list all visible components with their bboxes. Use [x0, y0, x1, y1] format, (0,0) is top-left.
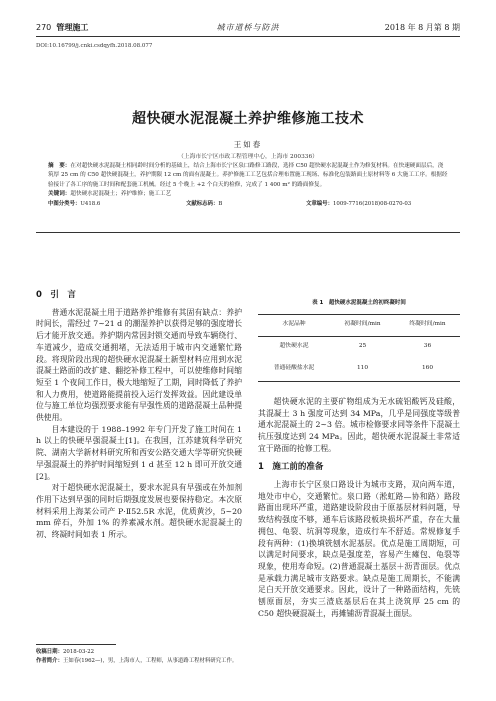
- footnote-divider: [36, 644, 116, 645]
- intro-paragraph-1: 普通水泥混凝土用于道路养护维修有其固有缺点：养护时间长，需经过 7~21 d 的潮湿养护以获得足够的强度增长后才能开放交通。养护期内常因封锁交通而导致车辆绕行、车道减少，造成交通拥堵，无法适用于城市内交通繁忙路段。将现阶段出现的超快硬水泥混凝土新型材料应用到水泥混凝土路面的改扩建、翻挖补修工程中，可以使维修时间缩短至 1 个夜间工作日，极大地缩短了工期，同时降低了养护和人力费用，使道路能提前投入运行发挥效益。因此建设单位与施工单位均强烈要求能有早强性质的道路混凝土品种提供使用。: [36, 307, 242, 423]
- abstract-label: 摘 要：: [48, 163, 71, 169]
- table-header-row: [258, 314, 460, 337]
- intro-paragraph-3: 对于超快硬水泥混凝土，要求水泥具有早强或在外加剂作用下达到早强的同时后期强度发展也要保持稳定。本次原材料采用上海某公司产 P·Ⅱ52.5R 水泥，优质黄沙，5~20 mm 碎石，外加 1% 的养素减水剂。超快硬水泥混凝土的初、终凝时间如表 1 所示。: [36, 483, 242, 540]
- table-cell: 普通硅酸盐水泥: [273, 365, 315, 372]
- author-bio: 作者简介：王如春(1962—)，男，上海市人，工程师，从事道路工程材料研究工作。: [36, 658, 238, 664]
- table-cell: 25: [358, 343, 367, 350]
- right-paragraph-1: 超快硬水泥的主要矿物组成为无水硫铝酸钙及硅酸，其混凝土 3 h 强度可达到 34 MPa，几乎是同强度等级普通水泥混凝土的 2~3 倍。城市检修要求同等条件下混凝土抗压强度达到 24 MPa。因此，超快硬水泥混凝土非常适宜于路面的抢修工程。: [258, 396, 460, 453]
- received-date: 收稿日期：2018-03-22: [36, 649, 95, 655]
- issue-label: 2018 年 8 月第 8 期: [384, 23, 460, 32]
- intro-paragraph-2: 目本建设的于 1988–1992 年专门开发了施工时间在 1 h 以上的快硬早强混凝土[1]。在我国，江苏建筑科学研究院、湖南大学新材料研究所和西安公路交通大学等研究快硬早强混凝土的养护时间缩短到 1 d 甚至 12 h 即可开放交通[2]。: [36, 424, 242, 481]
- document-code: 文献标志码：B: [186, 201, 223, 208]
- journal-name: 城市道桥与防洪: [216, 23, 280, 32]
- abstract: [48, 162, 448, 190]
- doi: DOI:10.16799/j.cnki.csdqyfh.2018.08.077: [36, 43, 153, 49]
- abstract-block: [48, 162, 448, 209]
- keywords: [48, 190, 448, 199]
- table-row: [258, 359, 460, 381]
- classification-line: [48, 200, 448, 209]
- table-caption: 表 1 超快硬水泥混凝土的初终凝时间: [312, 300, 406, 306]
- clc-number: 中图分类号：U418.6: [48, 201, 101, 208]
- table-row: [258, 337, 460, 359]
- author-affiliation: （上海市长宁区市政工程管理中心，上海市 200336）: [178, 154, 318, 160]
- author-name: 王如春: [233, 140, 263, 149]
- setting-time-table: [258, 314, 460, 382]
- table-cell: 160: [421, 365, 434, 372]
- construction-heading: 1 施工前的准备: [258, 462, 324, 473]
- column-label: 管理施工: [56, 23, 89, 32]
- footnote: [36, 648, 242, 666]
- keywords-text: 超快硬水泥混凝土；养护维修；施工工艺: [70, 190, 172, 197]
- table-header-cell: 终凝时间/min: [409, 320, 446, 327]
- page-number: 270: [36, 23, 52, 32]
- article-title: 超快硬水泥混凝土养护维修施工技术: [132, 111, 364, 127]
- table-cell: 36: [423, 343, 432, 350]
- running-header: [36, 22, 460, 36]
- table-cell: 超快硬水泥: [279, 343, 309, 350]
- header-divider: [36, 36, 460, 37]
- table-header-cell: 水泥品种: [282, 320, 306, 327]
- abstract-divider: [36, 232, 460, 233]
- abstract-text: 在对超快硬水泥混凝土相同龄时间分析的基础上，结合上海市长宁区泉口路修工路段，选择 C50 超快硬水泥混凝土作为修复材料。在快速硬面层后，浇筑厚 25 cm 的 C50 超快硬混凝土，养护期限 12 cm 的面有混凝土。养护修施工工艺包括合理布置施工现场、标准化包装路面土原材料等 6 大施工工序。根据经验接计了各工序的施工时间和配套施工机械。经过 5 个晚上 +2 个白天的检修，完成了 1 400 m² 的路面修复。: [48, 163, 448, 188]
- keywords-label: 关键词：: [48, 190, 71, 197]
- right-column: [258, 298, 460, 619]
- left-column: [36, 290, 242, 541]
- right-paragraph-2: 上海市长宁区泉口路设计为城市支路，双向两车道，地处市中心，交通繁忙。泉口路（淞虹路—协和路）路段路面出现环严重，道路建设阶段由于原基层材料问题，导致结构强度不够，通车后该路段板块损坏严重，存在大量拥包、龟裂、坑洞等现象，造成行车不舒适。常规修复手段有两种：(1)换填铣刨水泥基层。优点是施工周期短，可以满足时间要求，缺点是强度差，容易产生瘫包、龟裂等现象，使用寿命短。(2)普通混凝土基层＋沥青面层。优点是承载力满足城市支路要求。缺点是施工周期长，不能满足白天开放交通要求。因此，设计了一种路面结构，先铣刨原面层，夯实三渣底基层后在其上浇筑厚 25 cm 的 C50 超快硬混凝土，再摊铺沥青混凝土面层。: [258, 480, 460, 618]
- table-cell: 110: [356, 365, 369, 372]
- intro-heading: 0 引 言: [36, 290, 76, 300]
- article-id: 文章编号：1009-7716(2018)08-0270-03: [306, 201, 412, 208]
- table-header-cell: 初凝时间/min: [344, 320, 381, 327]
